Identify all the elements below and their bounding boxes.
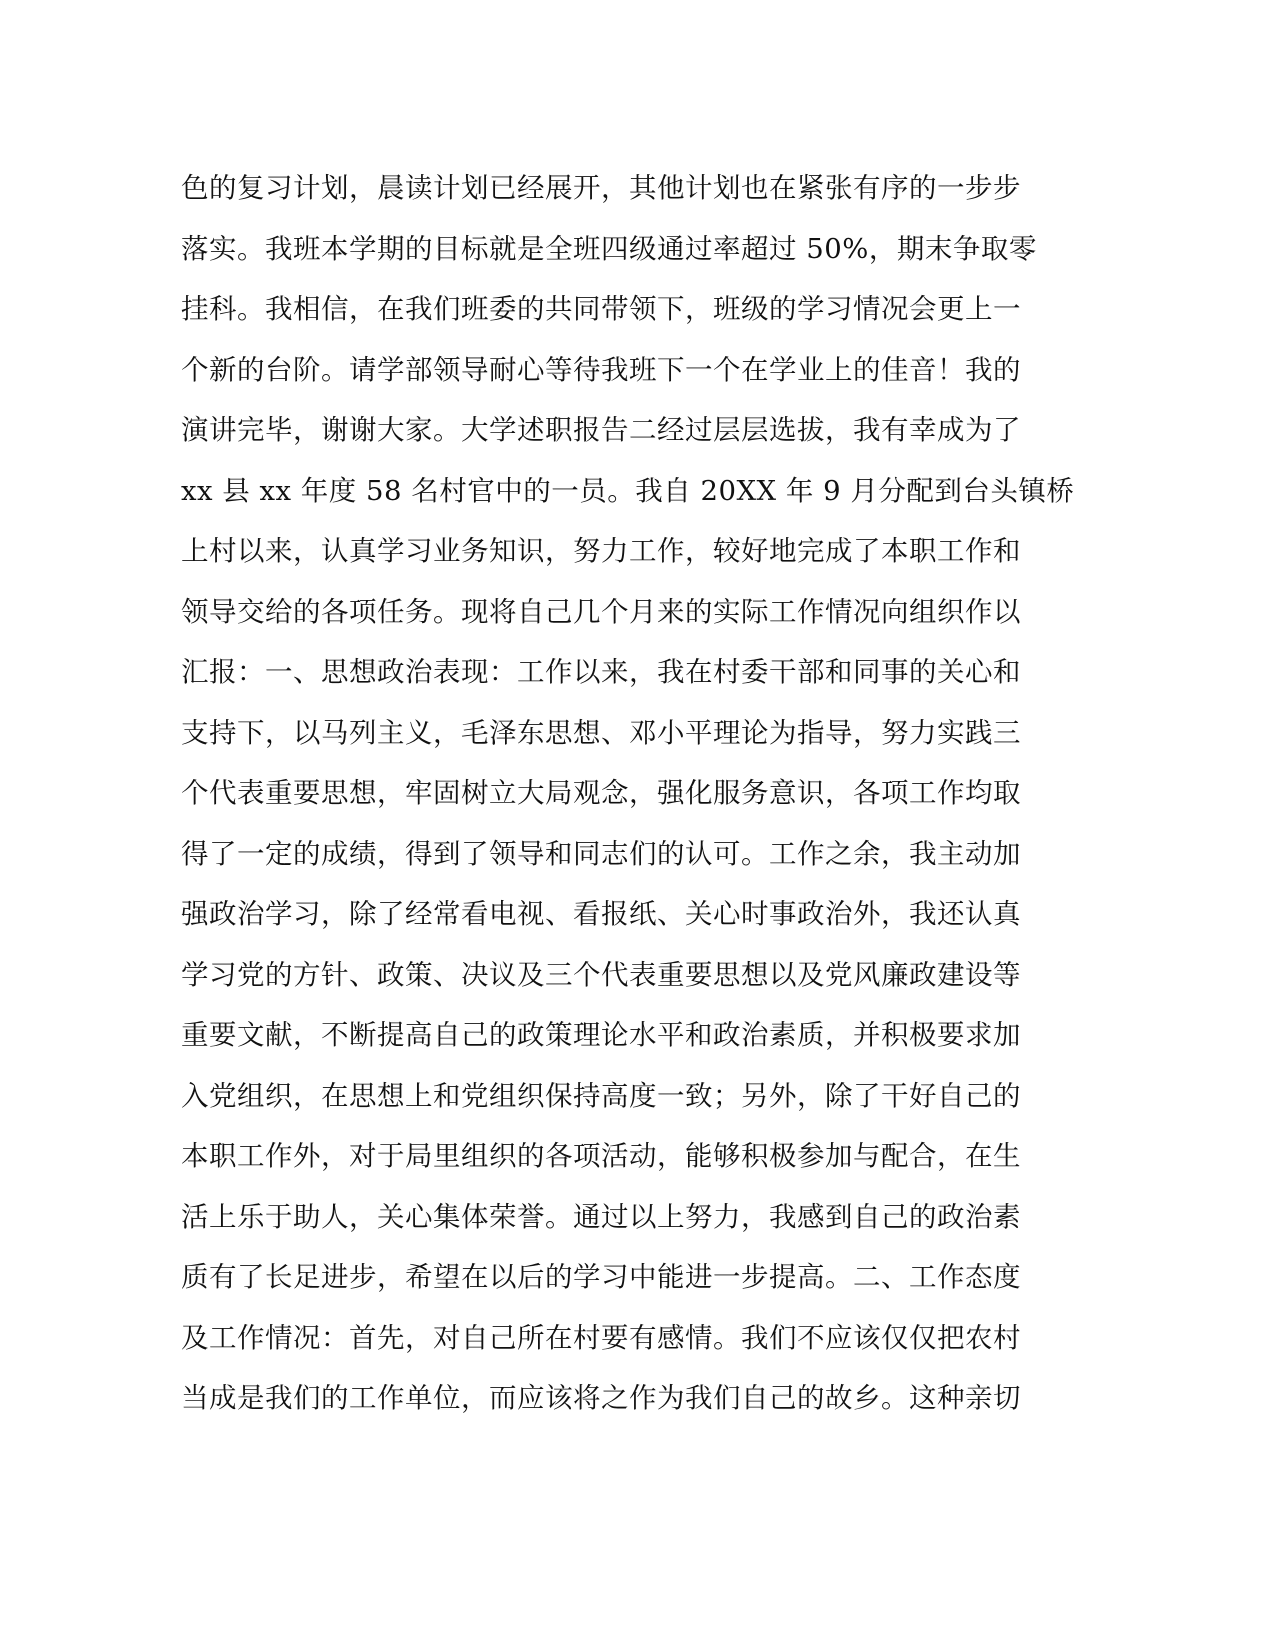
- text-line: 重要文献，不断提高自己的政策理论水平和政治素质，并积极要求加: [181, 1019, 1021, 1051]
- body-text: [181, 158, 1075, 1429]
- text-line: 当成是我们的工作单位，而应该将之作为我们自己的故乡。这种亲切: [181, 1382, 1021, 1414]
- text-line: 演讲完毕，谢谢大家。大学述职报告二经过层层选拔，我有幸成为了: [181, 414, 1021, 446]
- text-line: 本职工作外，对于局里组织的各项活动，能够积极参加与配合，在生: [181, 1140, 1021, 1172]
- text-line: 上村以来，认真学习业务知识，努力工作，较好地完成了本职工作和: [181, 535, 1021, 567]
- text-line: 个新的台阶。请学部领导耐心等待我班下一个在学业上的佳音！我的: [181, 353, 1021, 386]
- text-line: 领导交给的各项任务。现将自己几个月来的实际工作情况向组织作以: [181, 595, 1021, 628]
- text-line: 落实。我班本学期的目标就是全班四级通过率超过 50%，期末争取零: [181, 232, 1037, 265]
- text-line: 汇报：一、思想政治表现：工作以来，我在村委干部和同事的关心和: [181, 656, 1021, 688]
- text-line: 活上乐于助人，关心集体荣誉。通过以上努力，我感到自己的政治素: [181, 1200, 1021, 1233]
- text-line: 得了一定的成绩，得到了领导和同志们的认可。工作之余，我主动加: [181, 837, 1021, 870]
- text-line: 个代表重要思想，牢固树立大局观念，强化服务意识，各项工作均取: [181, 777, 1021, 809]
- text-line: 支持下，以马列主义，毛泽东思想、邓小平理论为指导，努力实践三: [181, 716, 1021, 749]
- text-line: 及工作情况：首先，对自己所在村要有感情。我们不应该仅仅把农村: [181, 1321, 1021, 1354]
- text-line: 学习党的方针、政策、决议及三个代表重要思想以及党风廉政建设等: [181, 958, 1021, 991]
- text-line: 色的复习计划，晨读计划已经展开，其他计划也在紧张有序的一步步: [181, 172, 1021, 204]
- text-line: 质有了长足进步，希望在以后的学习中能进一步提高。二、工作态度: [181, 1261, 1021, 1293]
- text-line: xx 县 xx 年度 58 名村官中的一员。我自 20XX 年 9 月分配到台头镇桥: [181, 474, 1075, 507]
- text-line: 挂科。我相信，在我们班委的共同带领下，班级的学习情况会更上一: [181, 293, 1021, 325]
- text-line: 强政治学习，除了经常看电视、看报纸、关心时事政治外，我还认真: [181, 898, 1021, 930]
- text-line: 入党组织，在思想上和党组织保持高度一致；另外，除了干好自己的: [181, 1079, 1021, 1112]
